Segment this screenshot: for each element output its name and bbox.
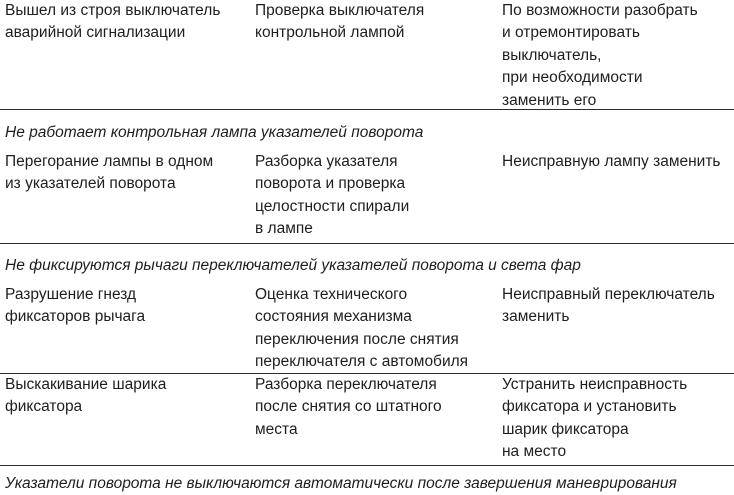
cause-line: Разрушение гнезд — [5, 286, 137, 303]
cause-line: Выскакивание шарика — [5, 376, 167, 393]
remedy-line: Неисправный переключатель — [502, 286, 715, 303]
cause-line: фиксатора — [5, 398, 83, 416]
cause-line: Вышел из строя выключатель — [5, 2, 221, 19]
diagnosis-line: переключателя с автомобиля — [255, 353, 469, 371]
diagnosis-cell — [255, 284, 468, 374]
remedy-cell — [502, 151, 721, 173]
remedy-line: По возможности разобрать — [502, 2, 698, 19]
cause-line: Перегорание лампы в одном — [5, 153, 214, 170]
cause-cell — [5, 151, 213, 196]
cause-cell — [5, 284, 145, 329]
diagnosis-line: места — [255, 420, 298, 438]
cause-line: фиксаторов рычага — [5, 308, 146, 326]
diagnosis-line: поворота и проверка — [255, 175, 406, 193]
diagnosis-line: после снятия со штатного — [255, 398, 442, 416]
cause-cell — [5, 0, 220, 45]
remedy-line: выключатель, — [502, 46, 602, 64]
remedy-line: Устранить неисправность — [502, 376, 688, 393]
diagnosis-cell — [255, 151, 409, 241]
remedy-cell — [502, 0, 698, 112]
remedy-line: шарик фиксатора — [502, 420, 629, 438]
section-title: Не работает контрольная лампа указателей поворота — [5, 124, 424, 141]
row-divider — [0, 243, 734, 244]
remedy-line: фиксатора и установить — [502, 398, 677, 416]
cause-line: аварийной сигнализации — [5, 24, 186, 42]
remedy-line: на место — [502, 443, 567, 461]
remedy-line: заменить его — [502, 91, 597, 109]
diagnosis-line: состояния механизма — [255, 308, 412, 326]
diagnosis-line: контрольной лампой — [255, 24, 405, 42]
diagnosis-line: Проверка выключателя — [255, 2, 425, 19]
row-divider — [0, 465, 734, 466]
remedy-line: заменить — [502, 308, 570, 326]
remedy-line: и отремонтировать — [502, 24, 640, 42]
remedy-line: при необходимости — [502, 69, 643, 87]
diagnosis-line: целостности спирали — [255, 197, 410, 215]
diagnosis-cell — [255, 374, 442, 441]
section-title: Не фиксируются рычаги переключателей указателей поворота и света фар — [5, 257, 581, 274]
remedy-line: Неисправную лампу заменить — [502, 153, 721, 170]
diagnosis-line: Оценка технического — [255, 286, 408, 303]
cause-line: из указателей поворота — [5, 175, 176, 193]
remedy-cell — [502, 284, 715, 329]
diagnosis-line: Разборка переключателя — [255, 376, 437, 393]
diagnosis-line: в лампе — [255, 220, 313, 238]
diagnosis-line: Разборка указателя — [255, 153, 398, 170]
diagnosis-cell — [255, 0, 424, 45]
section-title: Указатели поворота не выключаются автоматически после завершения маневрирования — [5, 475, 677, 492]
row-divider — [0, 109, 734, 110]
diagnosis-line: переключения после снятия — [255, 330, 459, 348]
cause-cell — [5, 374, 166, 419]
remedy-cell — [502, 374, 687, 464]
